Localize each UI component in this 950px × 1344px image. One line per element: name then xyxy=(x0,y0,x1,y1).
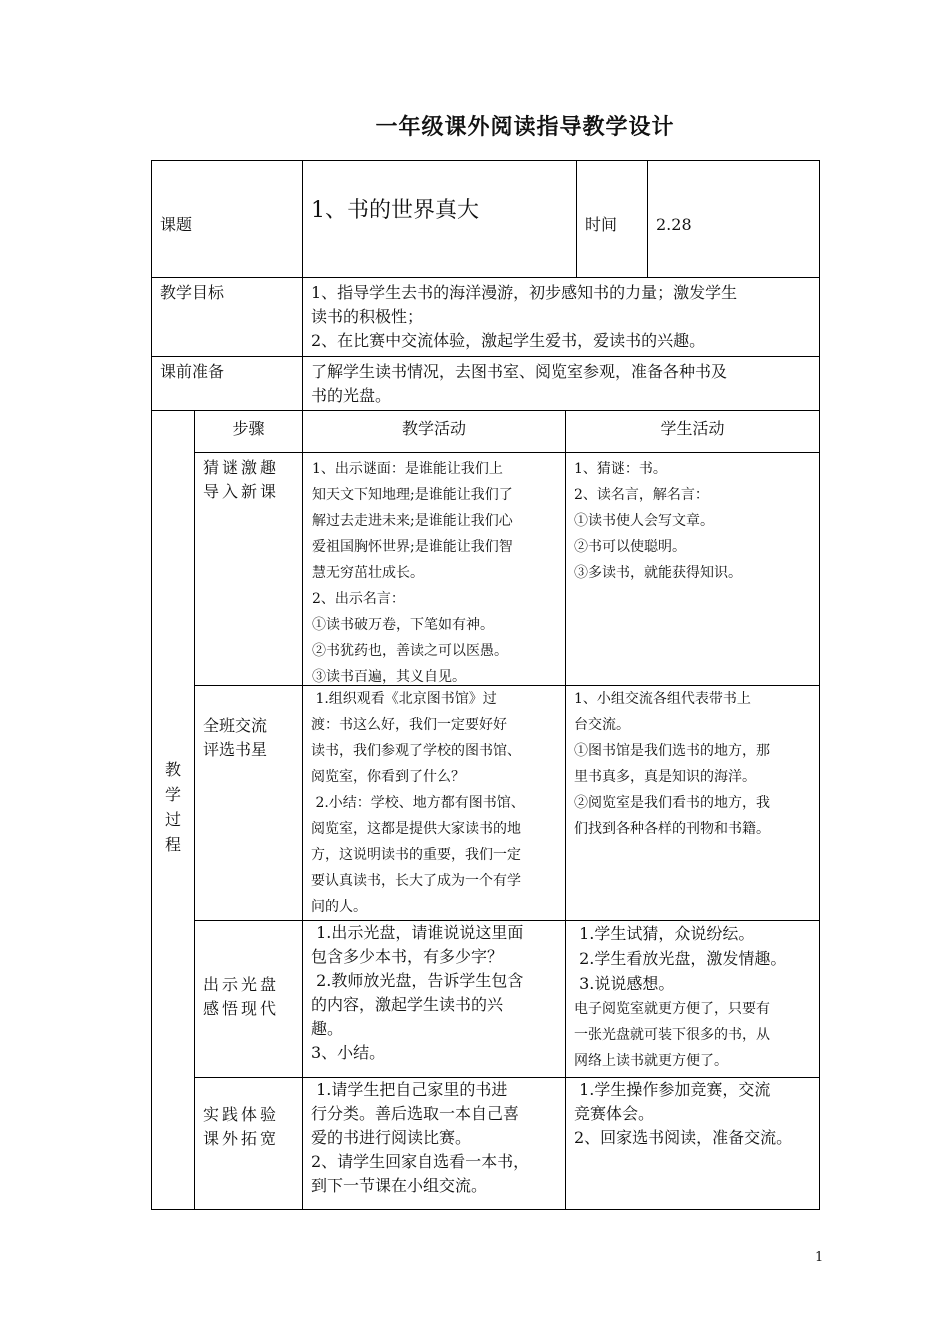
goals-line: 1、指导学生去书的海洋漫游，初步感知书的力量；激发学生 xyxy=(311,283,738,302)
step-line: 感悟现代 xyxy=(203,999,280,1018)
teacher-line: ①读书破万卷，下笔如有神。 xyxy=(312,617,494,633)
student-line: 们找到各种各样的刊物和书籍。 xyxy=(574,821,770,837)
teacher-line: 要认真读书，长大了成为一个有学 xyxy=(311,873,521,889)
prep-label: 课前准备 xyxy=(160,362,225,381)
student-activity-cell xyxy=(565,452,820,686)
prep-label-cell xyxy=(151,356,303,411)
student-line: 1.学生试猜，众说纷纭。 xyxy=(574,924,755,943)
teacher-line: 到下一节课在小组交流。 xyxy=(311,1176,488,1195)
teacher-line: 1.组织观看《北京图书馆》过 xyxy=(311,691,497,707)
student-line: ①读书使人会写文章。 xyxy=(574,513,714,529)
process-label-char: 教 xyxy=(164,760,181,779)
teacher-activity-cell xyxy=(302,1077,566,1210)
step-line: 评选书星 xyxy=(203,740,268,759)
teacher-line: 解过去走进未来;是谁能让我们心 xyxy=(312,513,513,529)
teacher-line: 1.请学生把自己家里的书进 xyxy=(311,1080,508,1099)
teacher-line: 读书，我们参观了学校的图书馆、 xyxy=(311,743,521,759)
step-cell xyxy=(194,920,303,1078)
topic-label: 课题 xyxy=(160,215,193,234)
teacher-activity-cell xyxy=(302,452,566,686)
step-line: 实践体验 xyxy=(203,1105,280,1124)
teacher-line: 2.小结：学校、地方都有图书馆、 xyxy=(311,795,525,811)
topic-value: 1、书的世界真大 xyxy=(311,198,479,223)
student-activity-cell xyxy=(565,920,820,1078)
time-label: 时间 xyxy=(585,215,618,234)
teacher-line: 爱祖国胸怀世界;是谁能让我们智 xyxy=(312,539,513,555)
teacher-line: 方，这说明读书的重要，我们一定 xyxy=(311,847,521,863)
teacher-line: 爱的书进行阅读比赛。 xyxy=(311,1128,472,1147)
step-line: 课外拓宽 xyxy=(203,1129,280,1148)
teacher-line: 2、出示名言： xyxy=(312,591,405,607)
student-line: 电子阅览室就更方便了，只要有 xyxy=(574,1001,770,1017)
process-label-char: 过 xyxy=(164,810,181,829)
teacher-line: ③读书百遍，其义自见。 xyxy=(312,669,466,685)
student-line: 竞赛体会。 xyxy=(574,1104,655,1123)
teacher-line: 行分类。善后选取一本自己喜 xyxy=(311,1104,520,1123)
teacher-line: 2、请学生回家自选看一本书， xyxy=(311,1152,530,1171)
prep-line: 了解学生读书情况，去图书室、阅览室参观，准备各种书及 xyxy=(311,362,728,381)
document-title: 一年级课外阅读指导教学设计 xyxy=(375,115,675,140)
process-label-cell xyxy=(151,410,195,1210)
student-line: 3.说说感想。 xyxy=(574,974,675,993)
time-label-cell xyxy=(576,160,648,278)
process-label-char: 程 xyxy=(164,835,181,854)
student-line: 里书真多，真是知识的海洋。 xyxy=(574,769,756,785)
prep-content-cell xyxy=(302,356,820,411)
step-line: 导入新课 xyxy=(203,482,280,501)
col-header-student: 学生活动 xyxy=(565,410,820,453)
step-cell xyxy=(194,1077,303,1210)
teacher-line: 包含多少本书，有多少字？ xyxy=(311,947,504,966)
col-header-teacher: 教学活动 xyxy=(302,410,566,453)
process-label-char: 学 xyxy=(164,785,181,804)
student-line: 2、读名言，解名言： xyxy=(574,487,709,503)
teacher-line: 问的人。 xyxy=(311,899,367,915)
teacher-activity-cell xyxy=(302,685,566,921)
teacher-line: ②书犹药也，善读之可以医愚。 xyxy=(312,643,508,659)
teacher-line: 2.教师放光盘，告诉学生包含 xyxy=(311,971,524,990)
step-line: 出示光盘 xyxy=(203,975,280,994)
student-line: 台交流。 xyxy=(574,717,630,733)
student-line: 1、小组交流各组代表带书上 xyxy=(574,691,751,707)
student-line: ②书可以使聪明。 xyxy=(574,539,686,555)
goals-line: 读书的积极性； xyxy=(311,307,424,326)
teacher-line: 渡：书这么好，我们一定要好好 xyxy=(311,717,507,733)
student-line: 1.学生操作参加竞赛，交流 xyxy=(574,1080,771,1099)
student-activity-cell xyxy=(565,1077,820,1210)
prep-line: 书的光盘。 xyxy=(311,386,392,405)
teacher-line: 阅览室，这都是提供大家读书的地 xyxy=(311,821,521,837)
teacher-line: 1.出示光盘，请谁说说这里面 xyxy=(311,923,524,942)
teacher-line: 1、出示谜面：是谁能让我们上 xyxy=(312,461,503,477)
teacher-line: 知天文下知地理;是谁能让我们了 xyxy=(312,487,513,503)
teacher-activity-cell xyxy=(302,920,566,1078)
page-number: 1 xyxy=(815,1250,824,1265)
topic-label-cell xyxy=(151,160,303,278)
col-header-step: 步骤 xyxy=(194,410,303,453)
step-line: 猜谜激趣 xyxy=(203,458,280,477)
teacher-line: 趣。 xyxy=(311,1019,344,1038)
teacher-line: 阅览室，你看到了什么？ xyxy=(311,769,465,785)
student-line: ②阅览室是我们看书的地方，我 xyxy=(574,795,770,811)
goals-label: 教学目标 xyxy=(160,283,225,302)
time-value: 2.28 xyxy=(656,215,692,234)
student-activity-cell xyxy=(565,685,820,921)
goals-content-cell xyxy=(302,277,820,357)
student-line: 2、回家选书阅读，准备交流。 xyxy=(574,1128,793,1147)
student-line: 1、猜谜：书。 xyxy=(574,461,667,477)
topic-value-cell xyxy=(302,160,577,278)
teacher-line: 的内容，激起学生读书的兴 xyxy=(311,995,504,1014)
goals-line: 2、在比赛中交流体验，激起学生爱书，爱读书的兴趣。 xyxy=(311,331,706,350)
step-cell xyxy=(194,452,303,686)
goals-label-cell xyxy=(151,277,303,357)
step-cell xyxy=(194,685,303,921)
student-line: ①图书馆是我们选书的地方，那 xyxy=(574,743,770,759)
teacher-line: 慧无穷茁壮成长。 xyxy=(312,565,424,581)
student-line: 一张光盘就可装下很多的书，从 xyxy=(574,1027,770,1043)
teacher-line: 3、小结。 xyxy=(311,1043,386,1062)
time-value-cell xyxy=(647,160,820,278)
step-line: 全班交流 xyxy=(203,716,268,735)
student-line: 网络上读书就更方便了。 xyxy=(574,1053,728,1069)
student-line: ③多读书，就能获得知识。 xyxy=(574,565,742,581)
student-line: 2.学生看放光盘，激发情趣。 xyxy=(574,949,787,968)
